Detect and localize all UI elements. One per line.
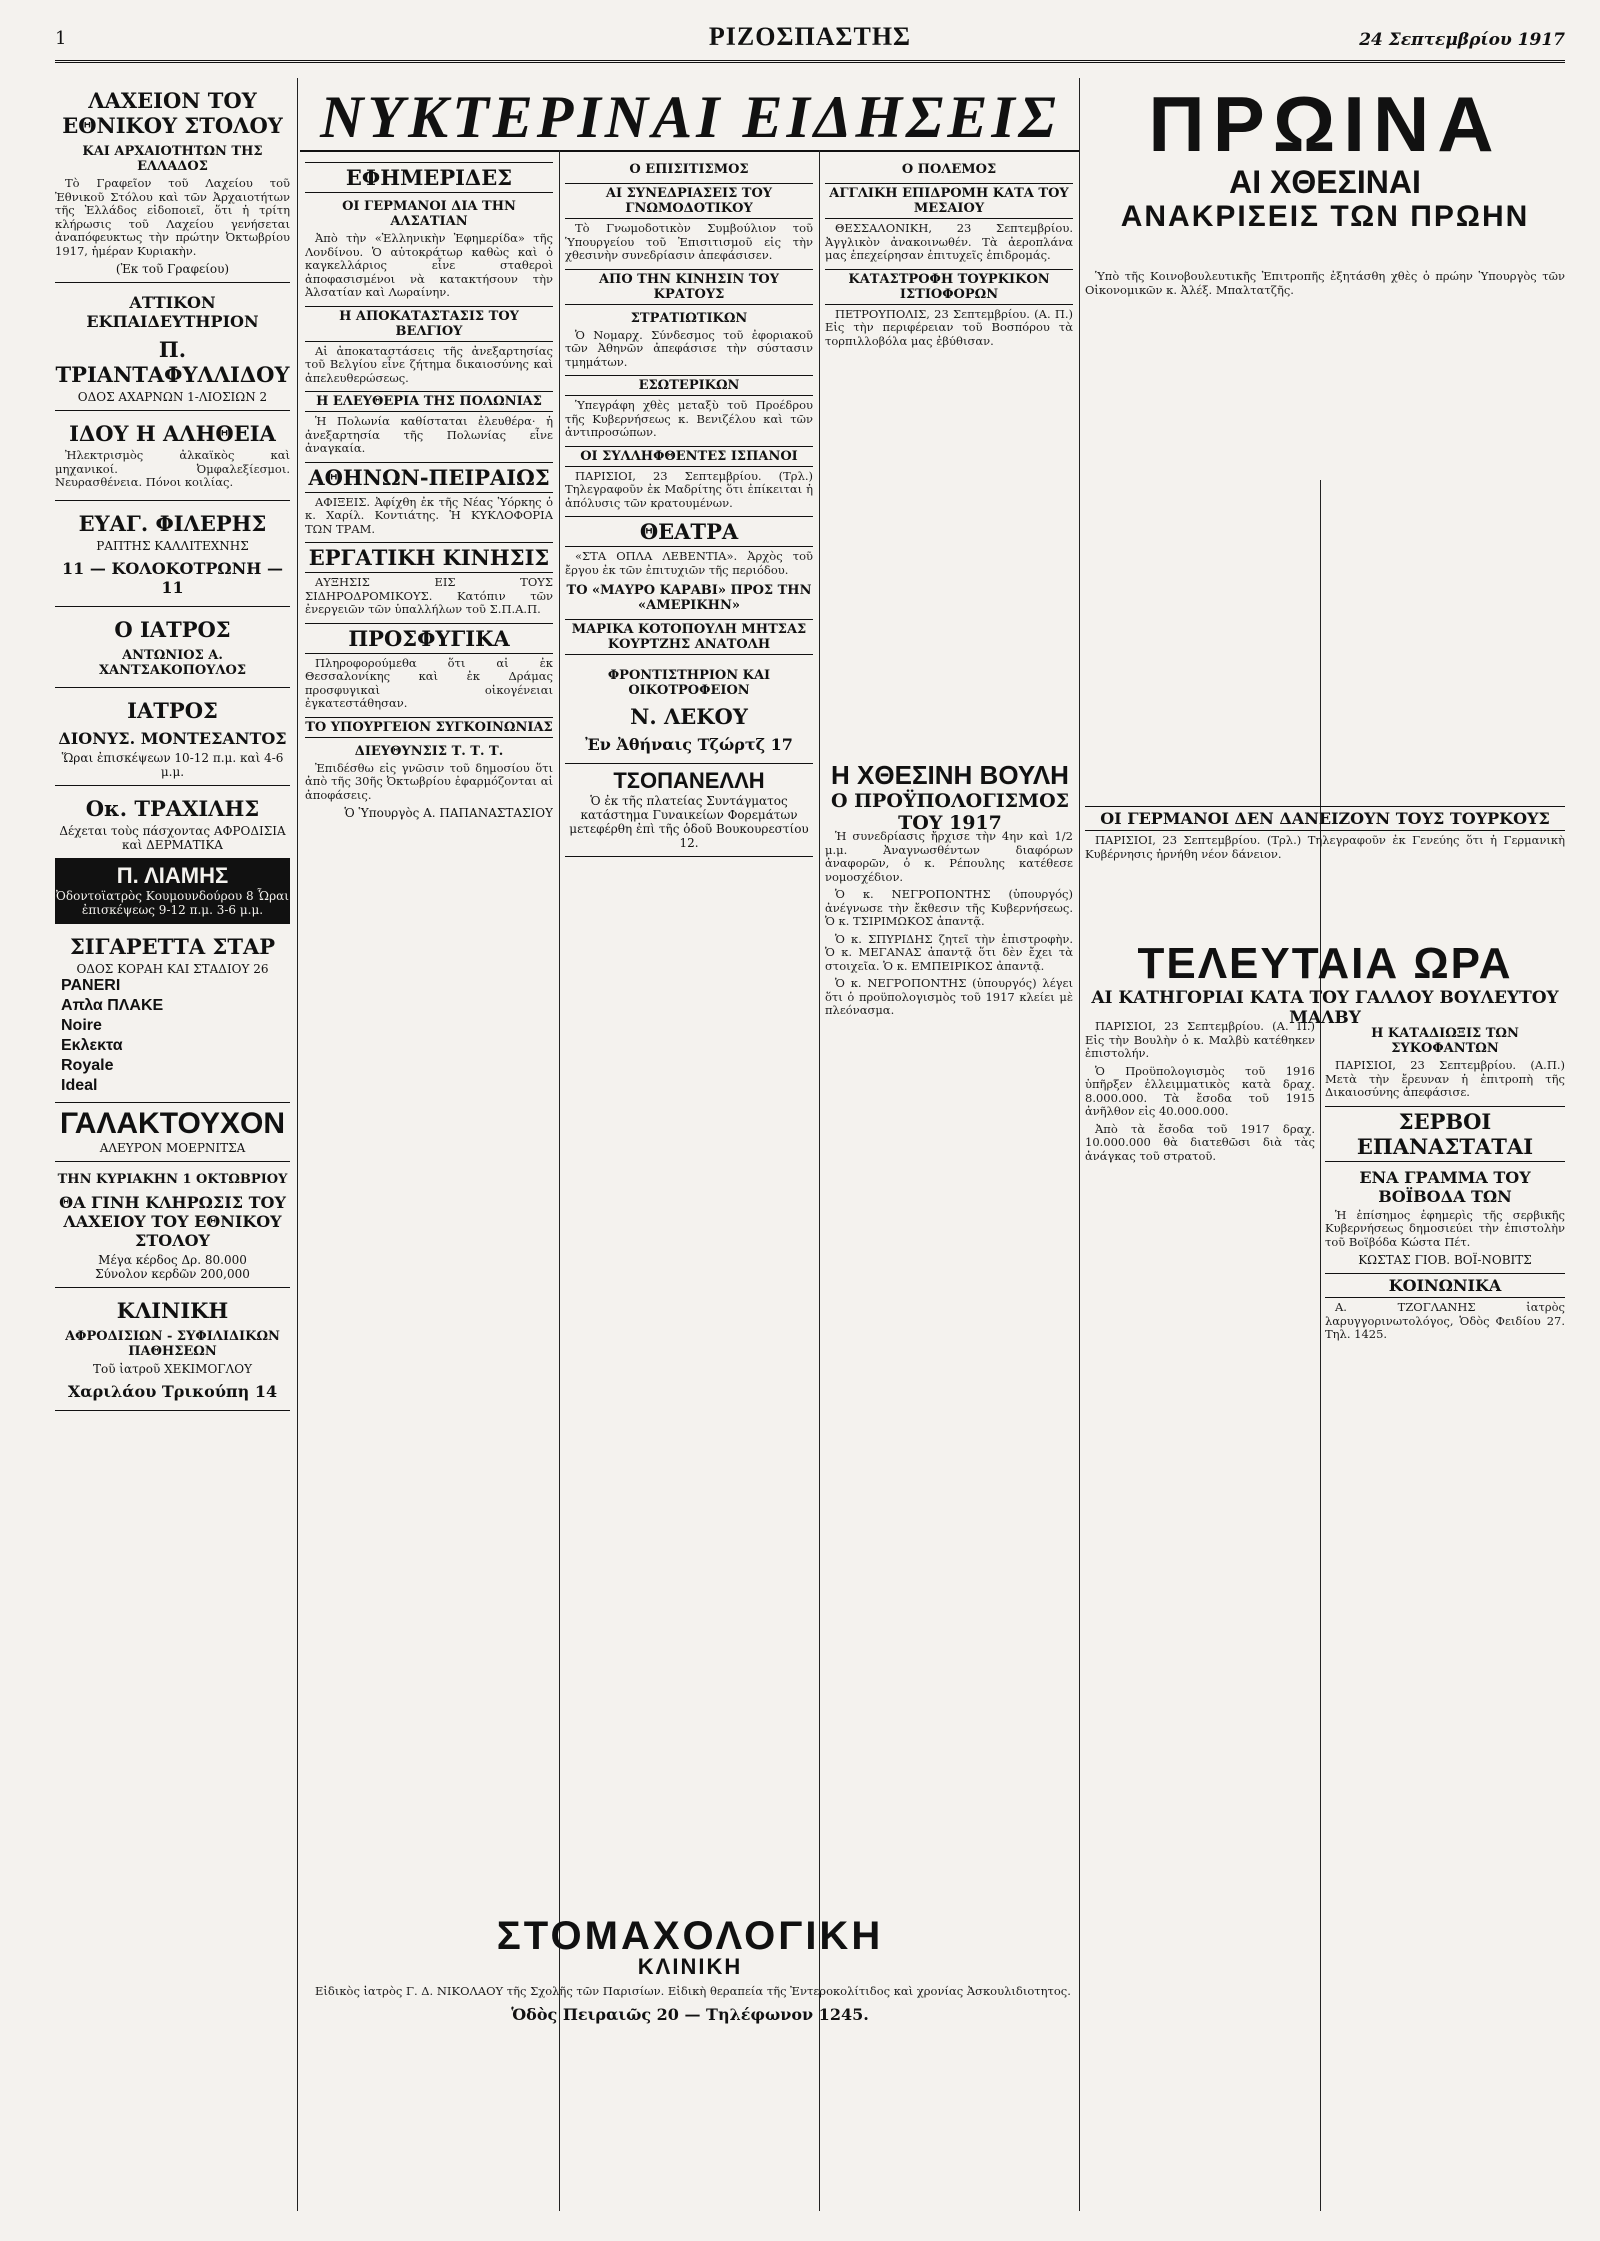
brand-line: Royale bbox=[61, 1056, 114, 1074]
stomach-clinic-headline bbox=[305, 1914, 1075, 1979]
supply-text: Τὸ Γνωμοδοτικὸν Συμβούλιον τοῦ Ὑπουργείου τοῦ Ἐπισιτισμοῦ εἰς τὴν χθεσινὴν συνεδρίασιν ἀπεφάσισεν. bbox=[565, 221, 813, 262]
turk-text: ΠΕΤΡΟΥΠΟΛΙΣ, 23 Σεπτεμβρίου. (Α. Π.) Εἰς τὴν περιφέρειαν τοῦ Βοσπόρου τὰ τορπιλλοβόλα μας ἐβύθισαν. bbox=[825, 306, 1073, 348]
social-text: Α. ΤΖΟΓΛΑΝΗΣ ἰατρὸς λαρυγγορινωτολόγος, Ὁδὸς Φειδίου 27. Τηλ. 1425. bbox=[1325, 1300, 1565, 1341]
draw-date: ΤΗΝ ΚΥΡΙΑΚΗΝ 1 ΟΚΤΩΒΡΙΟΥ bbox=[57, 1171, 288, 1187]
parliament-headline bbox=[825, 760, 1075, 834]
stomach-clinic-title: ΣΤΟΜΑΧΟΛΟΓΙΚΗ bbox=[496, 1914, 884, 1958]
social-heading: ΚΟΙΝΩΝΙΚΑ bbox=[1325, 1273, 1565, 1298]
cigarette-title: ΣΙΓΑΡΕΤΤΑ ΣΤΑΡ bbox=[69, 933, 276, 959]
theatre-text: «ΣΤΑ ΟΠΛΑ ΛΕΒΕΝΤΙΑ». Ἀρχὸς τοῦ ἔργου ἐκ τῶν ἐπιτυχιῶν τῆς περιόδου. bbox=[565, 549, 813, 577]
clinic-doctor: Τοῦ ἰατροῦ ΧΕΚΙΜΟΓΛΟΥ bbox=[92, 1361, 253, 1376]
column-4-bottom bbox=[825, 830, 1073, 1901]
doctor-ad-2 bbox=[55, 688, 290, 786]
stomach-clinic-address: Ὁδὸς Πειραιῶς 20 — Τηλέφωνον 1245. bbox=[511, 2004, 869, 2024]
labor-text: ΑΥΞΗΣΙΣ ΕΙΣ ΤΟΥΣ ΣΙΔΗΡΟΔΡΟΜΙΚΟΥΣ. Κατόπιν τῶν ἐνεργειῶν τῶν ὑπαλλήλων τοῦ Σ.Π.Α.Π. bbox=[305, 575, 553, 616]
clinic-subtitle: ΑΦΡΟΔΙΣΙΩΝ - ΣΥΦΙΛΙΔΙΚΩΝ ΠΑΘΗΣΕΩΝ bbox=[65, 1328, 280, 1359]
proina-text: Ὑπὸ τῆς Κοινοβουλευτικῆς Ἐπιτροπῆς ἐξητάσθη χθὲς ὁ πρώην Ὑπουργὸς τῶν Οἰκονομικῶν κ. Ἀλέξ. Μπαλτατζῆς. bbox=[1085, 270, 1565, 297]
night-news-headline: ΝΥΚΤΕΡΙΝΑΙ ΕΙΔΗΣΕΙΣ bbox=[300, 84, 1080, 152]
budget-text: Ὁ Προϋπολογισμὸς τοῦ 1916 ὑπῆρξεν ἐλλειμματικὸς κατὰ δραχ. 8.000.000. Τὰ ἔσοδα τοῦ 1915 ἀνῆλθον εἰς 40.000.000. bbox=[1085, 1063, 1315, 1118]
parliament-title: Η ΧΘΕΣΙΝΗ ΒΟΥΛΗ bbox=[831, 760, 1069, 790]
proina-headline-block bbox=[1085, 80, 1565, 234]
cigarette-ad bbox=[55, 924, 290, 1103]
ministry-heading: ΤΟ ΥΠΟΥΡΓΕΙΟΝ ΣΥΓΚΟΙΝΩΝΙΑΣ bbox=[305, 717, 553, 738]
school-title: ΑΤΤΙΚΟΝ ΕΚΠΑΙΔΕΥΤΗΡΙΟΝ bbox=[86, 293, 259, 331]
poland-text: Ἡ Πολωνία καθίσταται ἐλευθέρα· ἡ ἀνεξαρτησία τῆς Πολωνίας εἶνε ἀναγκαία. bbox=[305, 414, 553, 455]
refugees-heading: ΠΡΟΣΦΥΓΙΚΑ bbox=[305, 623, 553, 654]
loan-text: ΠΑΡΙΣΙΟΙ, 23 Σεπτεμβρίου. (Τρλ.) Τηλεγραφοῦν ἐκ Γενεύης ὅτι ἡ Γερμανικὴ Κυβέρνησις ἠρνήθη νέον δάνειον. bbox=[1085, 833, 1565, 861]
column-3 bbox=[565, 156, 813, 1901]
tsopanellis-ad bbox=[565, 764, 813, 857]
issue-date: 24 Σεπτεμβρίου 1917 bbox=[1359, 30, 1565, 50]
athens-heading: ΑΘΗΝΩΝ-ΠΕΙΡΑΙΩΣ bbox=[305, 462, 553, 493]
draw-text: ΘΑ ΓΙΝΗ ΚΛΗΡΩΣΙΣ ΤΟΥ ΛΑΧΕΙΟΥ ΤΟΥ ΕΘΝΙΚΟΥ ΣΤΟΛΟΥ bbox=[59, 1192, 286, 1250]
serbs-signature: ΚΩΣΤΑΣ ΓΙΟΒ. ΒΟΪ-ΝΟΒΙΤΣ bbox=[1358, 1253, 1532, 1267]
lottery-draw-ad bbox=[55, 1162, 290, 1288]
papers-heading: ΕΦΗΜΕΡΙΔΕΣ bbox=[305, 162, 553, 193]
cigarette-address: ΟΔΟΣ ΚΟΡΑΗ ΚΑΙ ΣΤΑΔΙΟΥ 26 bbox=[76, 961, 269, 976]
war-heading: Ο ΠΟΛΕΜΟΣ bbox=[901, 162, 997, 177]
germans-heading: ΟΙ ΓΕΡΜΑΝΟΙ ΔΙΑ ΤΗΝ ΑΛΣΑΤΙΑΝ bbox=[342, 199, 516, 229]
serbs-text: Ἡ ἐπίσημος ἐφημερὶς τῆς σερβικῆς Κυβερνήσεως δημοσιεύει τὴν ἐπιστολὴν τοῦ Βοϊβόδα Κώστα Πέτ. bbox=[1325, 1207, 1565, 1249]
dentist-title: Π. ΛΙΑΜΗΣ bbox=[116, 862, 229, 888]
clinic-ad bbox=[55, 1288, 290, 1411]
proina-subheadline-2: ΑΝΑΚΡΙΣΕΙΣ ΤΩΝ ΠΡΩΗΝ bbox=[1120, 200, 1530, 233]
parliament-text-2: Ὁ κ. ΝΕΓΡΟΠΟΝΤΗΣ (ὑπουργός) ἀνέγνωσε τὴν ἔκθεσιν τῆς Κυβερνήσεως. Ὁ κ. ΤΣΙΡΙΜΩΚΟΣ ἀπαντᾷ. bbox=[825, 887, 1073, 928]
column-ads bbox=[55, 78, 290, 2211]
page-folio: 1 bbox=[55, 28, 67, 49]
milk-subtitle: ΑΛΕΥΡΟΝ ΜΟΕΡΝΙΤΣΑ bbox=[99, 1140, 246, 1155]
lottery-sign: (Ἐκ τοῦ Γραφείου) bbox=[115, 262, 230, 276]
labor-heading: ΕΡΓΑΤΙΚΗ ΚΙΝΗΣΙΣ bbox=[305, 542, 553, 573]
tsopanellis-title: ΤΣΟΠΑΝΕΛΛΗ bbox=[613, 768, 765, 793]
trachilis-ad bbox=[55, 786, 290, 859]
brand-line: PANERI bbox=[61, 976, 121, 994]
supply-heading: Ο ΕΠΙΣΙΤΙΣΜΟΣ bbox=[629, 162, 749, 177]
truth-text: Ἠλεκτρισμὸς ἀλκαϊκὸς καὶ μηχανικοί. Ὀμφαλεξίεσμοι. Νευρασθένεια. Πόνοι κοιλίας. bbox=[55, 448, 290, 489]
doctor2-name: ΔΙΟΝΥΣ. ΜΟΝΤΕΣΑΝΤΟΣ bbox=[58, 728, 287, 748]
loan-article bbox=[1085, 800, 1565, 930]
tutoring-address: Ἐν Ἀθήναις Τζώρτζ 17 bbox=[585, 735, 793, 754]
masthead bbox=[55, 20, 1565, 63]
parliament-subtitle: Ο ΠΡΟΫΠΟΛΟΓΙΣΜΟΣ ΤΟΥ 1917 bbox=[830, 790, 1070, 834]
parliament-text-3: Ὁ κ. ΣΠΥΡΙΔΗΣ ζητεῖ τὴν ἐπιστροφὴν. Ὁ κ. ΜΕΓΑΝΑΣ ἀπαντᾷ ὅτι δὲν ἔχει τὰ στοιχεῖα. Ὁ κ. ΕΜΠΕΙΡΙΚΟΣ ἀπαντᾷ. bbox=[825, 931, 1073, 973]
sykophant-heading: Η ΚΑΤΑΔΙΩΞΙΣ ΤΩΝ ΣΥΚΟΦΑΝΤΩΝ bbox=[1371, 1026, 1519, 1056]
serbs-heading: ΣΕΡΒΟΙ ΕΠΑΝΑΣΤΑΤΑΙ bbox=[1325, 1106, 1565, 1162]
lottery-text: Τὸ Γραφεῖον τοῦ Λαχείου τοῦ Ἐθνικοῦ Στόλου καὶ τῶν Ἀρχαιοτήτων τῆς Ἑλλάδος εἰδοποιεῖ, ὅτι ἡ τρίτη κλήρωσις τοῦ Λαχείου γενήσεται ἀναπόφευκτως τὴν πρώτην Ὀκτωβρίου 1917, ἡμέραν Κυριακὴν. bbox=[55, 176, 290, 258]
brand-line: Εκλεκτα bbox=[61, 1036, 123, 1054]
brand-line: Noire bbox=[61, 1016, 102, 1034]
war-subheading: ΑΓΓΛΙΚΗ ΕΠΙΔΡΟΜΗ ΚΑΤΑ ΤΟΥ ΜΕΣΑΙΟΥ bbox=[825, 183, 1073, 219]
newspaper-name: ΡΙΖΟΣΠΑΣΤΗΣ bbox=[708, 22, 912, 51]
truth-ad bbox=[55, 411, 290, 501]
doctor1-title: Ο ΙΑΤΡΟΣ bbox=[114, 616, 231, 642]
war-text: ΘΕΣΣΑΛΟΝΙΚΗ, 23 Σεπτεμβρίου. Ἀγγλικὸν ἀνακοινωθέν. Τὰ ἀεροπλάνα μας ἐπεχείρησαν ἐπιτυχεῖς ἐπιδρομάς. bbox=[825, 221, 1073, 262]
tailor-ad bbox=[55, 501, 290, 607]
poland-heading: Η ΕΛΕΥΘΕΡΙΑ ΤΗΣ ΠΟΛΩΝΙΑΣ bbox=[305, 391, 553, 412]
doctor2-title: ΙΑΤΡΟΣ bbox=[127, 697, 218, 723]
column-4-top bbox=[825, 156, 1073, 756]
column-5 bbox=[1085, 1020, 1315, 2211]
ministry-signature: Ὁ Ὑπουργὸς Α. ΠΑΠΑΝΑΣΤΑΣΙΟΥ bbox=[344, 806, 553, 820]
column-rule bbox=[297, 78, 298, 2211]
stomach-clinic-text: Εἰδικὸς ἰατρὸς Γ. Δ. ΝΙΚΟΛΑΟΥ τῆς Σχολῆς τῶν Παρισίων. Εἰδικὴ θεραπεία τῆς Ἐντεροκολίτιδος καὶ χρονίας Ἀσκουλιδιοτητος. bbox=[315, 1985, 1071, 1998]
parliament-text: Ἡ συνεδρίασις ἤρχισε τὴν 4ην καὶ 1/2 μ.μ. Ἀναγνωσθέντων διαφόρων ἀναφορῶν, ὁ κ. Ρέπουλης κατέθεσε νομοσχέδιον. bbox=[825, 830, 1073, 884]
column-rule bbox=[1320, 480, 1321, 2211]
foreign-text: Ὑπεγράφη χθὲς μεταξὺ τοῦ Προέδρου τῆς Κυβερνήσεως κ. Βενιζέλου καὶ τῶν ἀντιπροσώπων. bbox=[565, 398, 813, 439]
serbs-subheading: ΕΝΑ ΓΡΑΜΜΑ ΤΟΥ ΒΟΪΒΟΔΑ ΤΩΝ bbox=[1359, 1167, 1531, 1206]
tailor-title: ΕΥΑΓ. ΦΙΛΕΡΗΣ bbox=[78, 510, 267, 536]
last-hour-title: ΤΕΛΕΥΤΑΙΑ ΩΡΑ bbox=[1137, 939, 1513, 988]
column-rule bbox=[819, 150, 820, 2211]
column-6 bbox=[1325, 1020, 1565, 2211]
trachilis-text: Δέχεται τοὺς πάσχοντας ΑΦΡΟΔΙΣΙΑ καὶ ΔΕΡΜΑΤΙΚΑ bbox=[59, 823, 286, 852]
tailor-address: 11 — ΚΟΛΟΚΟΤΡΩΝΗ — 11 bbox=[62, 558, 283, 597]
military-text: Ὁ Νομαρχ. Σύνδεσμος τοῦ ἐφοριακοῦ τῶν Ἀθηνῶν ἀπεφάσισε τὴν σύστασιν τμημάτων. bbox=[565, 327, 813, 369]
proina-body bbox=[1085, 270, 1565, 700]
ministry-subheading: ΔΙΕΥΘΥΝΣΙΣ Τ. Τ. Τ. bbox=[354, 743, 504, 759]
sykophant-text: ΠΑΡΙΣΙΟΙ, 23 Σεπτεμβρίου. (Α.Π.) Μετὰ τὴν ἔρευναν ἡ ἐπιτροπὴ τῆς Δικαιοσύνης ἀπεφάσισε. bbox=[1325, 1058, 1565, 1099]
budget-text-2: Ἀπὸ τὰ ἔσοδα τοῦ 1917 δραχ. 10.000.000 θὰ διατεθῶσι διὰ τὰς ἀνάγκας τοῦ στρατοῦ. bbox=[1085, 1121, 1315, 1163]
milk-title: ΓΑΛΑΚΤΟΥΧΟΝ bbox=[59, 1106, 286, 1140]
lottery-subtitle: ΚΑΙ ΑΡΧΑΙΟΤΗΤΩΝ ΤΗΣ ΕΛΛΑΔΟΣ bbox=[82, 144, 263, 174]
turk-heading: ΚΑΤΑΣΤΡΟΦΗ ΤΟΥΡΚΙΚΟΝ ΙΣΤΙΟΦΟΡΩΝ bbox=[825, 269, 1073, 305]
ministry-text: Ἐπιδέσθω εἰς γνῶσιν τοῦ δημοσίου ὅτι ἀπὸ τῆς 30ῆς Ὀκτωβρίου ἐφαρμόζονται αἱ ἀποφάσεις. bbox=[305, 760, 553, 802]
tutoring-title: ΦΡΟΝΤΙΣΤΗΡΙΟΝ ΚΑΙ ΟΙΚΟΤΡΟΦΕΙΟΝ bbox=[607, 668, 771, 698]
school-ad bbox=[55, 283, 290, 411]
draw-prize-2: Σύνολον κερδῶν 200,000 bbox=[95, 1266, 250, 1281]
tsopanellis-text: Ὁ ἐκ τῆς πλατείας Συντάγματος κατάστημα Γυναικείων Φορεμάτων μετεφέρθη ἐπὶ τῆς ὁδοῦ Βουκουρεστίου 12. bbox=[569, 794, 809, 850]
tutoring-name: Ν. ΛΕΚΟΥ bbox=[630, 704, 748, 729]
dentist-ad bbox=[55, 859, 290, 924]
column-rule bbox=[1079, 78, 1080, 2211]
draw-prize-1: Μέγα κέρδος Δρ. 80.000 bbox=[98, 1252, 247, 1267]
dentist-text: Ὀδοντοϊατρὸς Κουμουνδούρου 8 Ὧραι ἐπισκέψεως 9-12 π.μ. 3-6 μ.μ. bbox=[56, 888, 289, 917]
proina-headline: ΠΡΩΙΝΑ bbox=[1148, 80, 1502, 168]
belgium-heading: Η ΑΠΟΚΑΤΑΣΤΑΣΙΣ ΤΟΥ ΒΕΛΓΙΟΥ bbox=[305, 306, 553, 342]
loan-heading: ΟΙ ΓΕΡΜΑΝΟΙ ΔΕΝ ΔΑΝΕΙΖΟΥΝ ΤΟΥΣ ΤΟΥΡΚΟΥΣ bbox=[1085, 806, 1565, 831]
column-2 bbox=[305, 156, 553, 1901]
column-rule bbox=[559, 150, 560, 2211]
milk-ad bbox=[55, 1103, 290, 1162]
military-subheading: ΣΤΡΑΤΙΩΤΙΚΩΝ bbox=[630, 310, 748, 326]
school-name: Π. ΤΡΙΑΝΤΑΦΥΛΛΙΔΟΥ bbox=[55, 337, 290, 387]
doctor2-hours: Ὥραι ἐπισκέψεων 10-12 π.μ. καὶ 4-6 μ.μ. bbox=[61, 750, 284, 779]
black-ship-heading: ΤΟ «ΜΑΥΡΟ ΚΑΡΑΒΙ» ΠΡΟΣ ΤΗΝ «ΑΜΕΡΙΚΗΝ» bbox=[566, 583, 812, 613]
last-hour-subtitle: ΑΙ ΚΑΤΗΓΟΡΙΑΙ ΚΑΤΑ ΤΟΥ ΓΑΛΛΟΥ ΒΟΥΛΕΥΤΟΥ ΜΑΛΒΥ bbox=[1091, 988, 1559, 1028]
lottery-title: ΛΑΧΕΙΟΝ ΤΟΥ ΕΘΝΙΚΟΥ ΣΤΟΛΟΥ bbox=[62, 88, 283, 138]
belgium-text: Αἱ ἀποκαταστάσεις τῆς ἀνεξαρτησίας τοῦ Βελγίου εἶνε ζήτημα δικαιοσύνης καὶ ἀπελευθερώσεως. bbox=[305, 343, 553, 385]
school-address: ΟΔΟΣ ΑΧΑΡΝΩΝ 1-ΛΙΟΣΙΩΝ 2 bbox=[77, 390, 268, 404]
spaniards-heading: ΟΙ ΣΥΛΛΗΦΘΕΝΤΕΣ ΙΣΠΑΝΟΙ bbox=[565, 446, 813, 467]
tutoring-ad bbox=[565, 658, 813, 764]
brand-line: Ideal bbox=[61, 1076, 98, 1094]
doctor1-name: ΑΝΤΩΝΙΟΣ Α. ΧΑΝΤΣΑΚΟΠΟΥΛΟΣ bbox=[98, 647, 247, 678]
stomach-clinic-subtitle: ΚΛΙΝΙΚΗ bbox=[637, 1954, 743, 1979]
doctor-ad-1 bbox=[55, 607, 290, 688]
trachilis-title: Οκ. ΤΡΑΧΙΛΗΣ bbox=[85, 795, 260, 821]
germans-text: Ἀπὸ τὴν «Ἑλληνικὴν Ἐφημερίδα» τῆς Λονδίνου. Ὁ αὐτοκράτωρ καθὼς καὶ ὁ καγκελλάριος εἶνε σταθεροὶ ἀποφασισμένοι νὰ κατακτήσουν τὴν Ἀλσατίαν καὶ Λωραίνην. bbox=[305, 231, 553, 299]
parliament-text-4: Ὁ κ. ΝΕΓΡΟΠΟΝΤΗΣ (ὑπουργός) λέγει ὅτι ὁ προϋπολογισμὸς τοῦ 1917 κλείει μὲ πλεόνασμα. bbox=[825, 976, 1073, 1017]
athens-text: ΑΦΙΞΕΙΣ. Ἀφίχθη ἐκ τῆς Νέας Ὑόρκης ὁ κ. Χαρίλ. Κοντιάτης. Ἡ ΚΥΚΛΟΦΟΡΙΑ ΤΩΝ ΤΡΑΜ. bbox=[305, 494, 553, 536]
spaniards-text: ΠΑΡΙΣΙΟΙ, 23 Σεπτεμβρίου. (Τρλ.) Τηλεγραφοῦν ἐκ Μαδρίτης ὅτι ἐπίκειται ἡ ἀπόλυσις τῶν κρατουμένων. bbox=[565, 468, 813, 510]
theatre-heading: ΘΕΑΤΡΑ bbox=[565, 516, 813, 547]
lottery-notice bbox=[55, 78, 290, 283]
truth-title: ΙΔΟΥ Η ΑΛΗΘΕΙΑ bbox=[69, 421, 276, 446]
clinic-title: ΚΛΙΝΙΚΗ bbox=[116, 1297, 229, 1323]
troupe-heading: ΜΑΡΙΚΑ ΚΟΤΟΠΟΥΛΗ ΜΗΤΣΑΣ ΚΟΥΡΤΖΗΣ ΑΝΑΤΟΛΗ bbox=[565, 619, 813, 655]
last-hour-headline bbox=[1085, 940, 1565, 1028]
clinic-address: Χαριλάου Τρικούπη 14 bbox=[67, 1381, 278, 1401]
cigarette-brands bbox=[55, 976, 290, 1096]
military-heading: ΑΠΟ ΤΗΝ ΚΙΝΗΣΙΝ ΤΟΥ ΚΡΑΤΟΥΣ bbox=[565, 269, 813, 305]
supply-subheading: ΑΙ ΣΥΝΕΔΡΙΑΣΕΙΣ ΤΟΥ ΓΝΩΜΟΔΟΤΙΚΟΥ bbox=[565, 183, 813, 219]
proina-subheadline: ΑΙ ΧΘΕΣΙΝΑΙ bbox=[1229, 164, 1421, 200]
foreign-heading: ΕΣΩΤΕΡΙΚΩΝ bbox=[565, 375, 813, 396]
stomach-clinic-body bbox=[305, 1985, 1075, 2211]
refugees-text: Πληροφορούμεθα ὅτι αἱ ἐκ Θεσσαλονίκης καὶ ἐκ Δράμας προσφυγικαὶ οἰκογένειαι ἐγκατεστάθησαν. bbox=[305, 655, 553, 710]
brand-line: Απλα ΠΛΑΚΕ bbox=[61, 996, 164, 1014]
malvy-text: ΠΑΡΙΣΙΟΙ, 23 Σεπτεμβρίου. (Α. Π.) Εἰς τὴν Βουλὴν ὁ κ. Μαλβὺ κατέθηκεν ἐπιστολήν. bbox=[1085, 1020, 1315, 1060]
tailor-subtitle: ΡΑΠΤΗΣ ΚΑΛΛΙΤΕΧΝΗΣ bbox=[96, 538, 249, 553]
